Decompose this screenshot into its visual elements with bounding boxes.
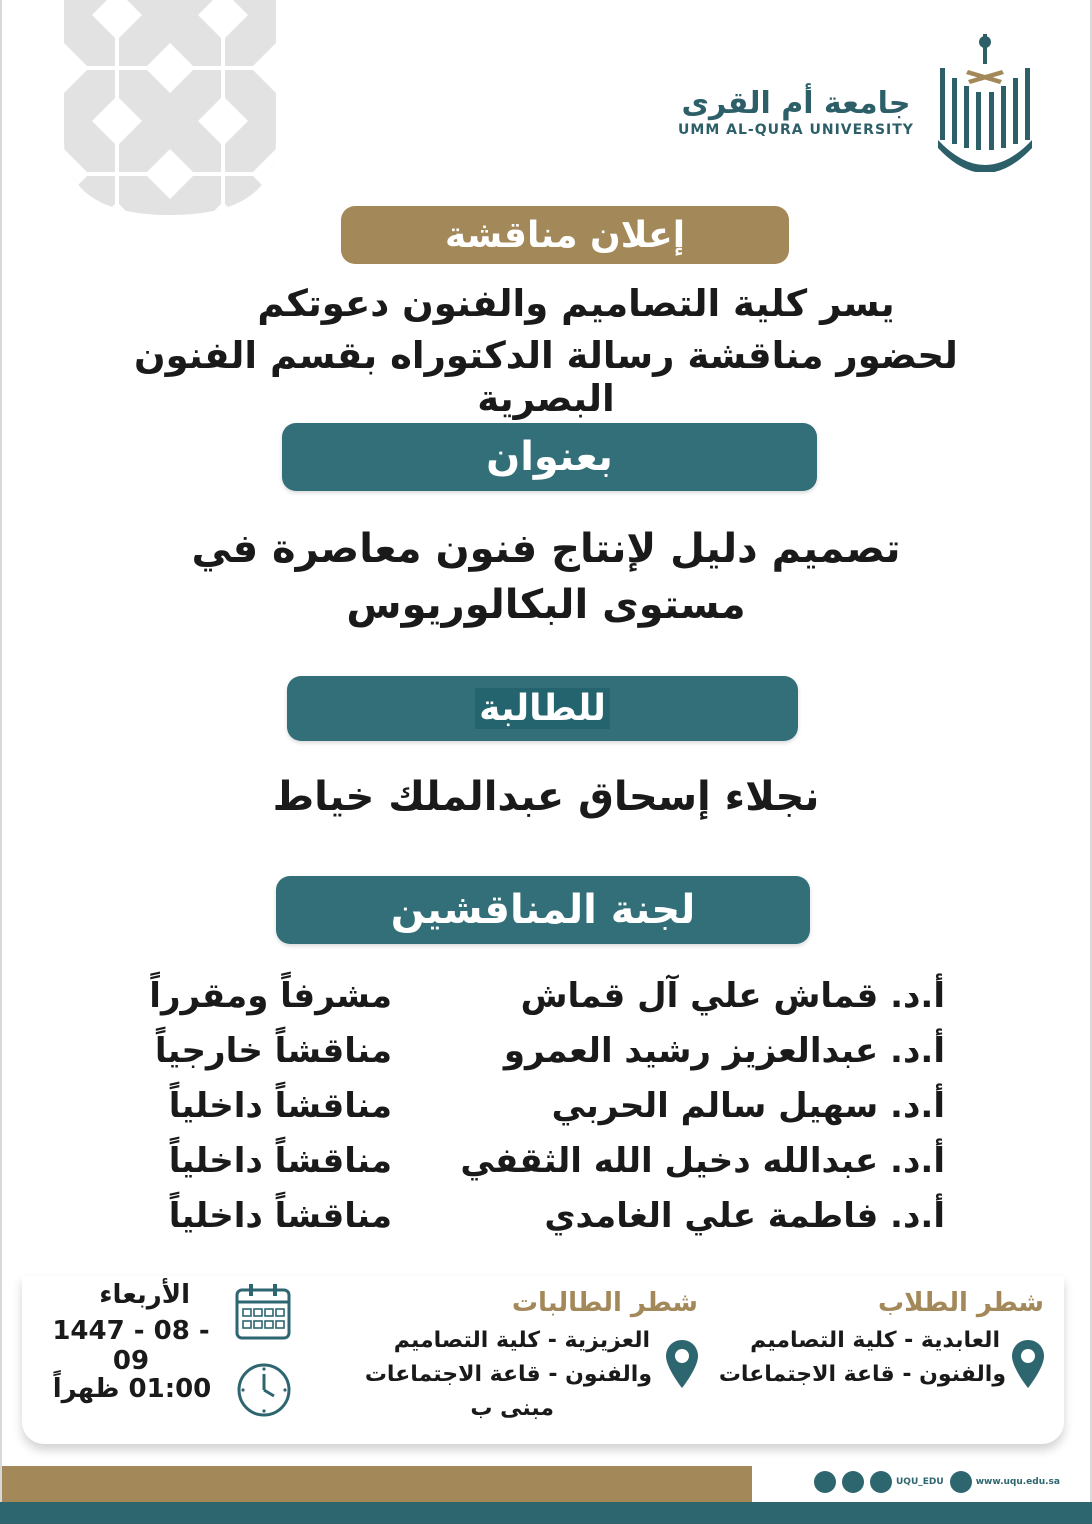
committee-member-name: أ.د. عبدالله دخيل الله الثقفي — [460, 1141, 945, 1181]
instagram-icon[interactable] — [842, 1471, 864, 1493]
event-date: 1447 - 08 - 09 — [52, 1316, 210, 1376]
calendar-icon — [234, 1282, 292, 1342]
male-venue-heading: شطر الطلاب — [878, 1288, 1044, 1318]
social-links — [808, 1470, 1060, 1494]
female-venue-heading: شطر الطالبات — [511, 1288, 698, 1318]
committee-member-role: مناقشاً خارجياً — [154, 1031, 392, 1071]
location-pin-icon — [664, 1338, 700, 1390]
footer-teal-bar — [0, 1502, 1092, 1524]
footer-gold-bar — [2, 1466, 752, 1502]
female-venue-line-2: والفنون - قاعة الاجتماعات — [364, 1362, 652, 1387]
logo-arabic-name: جامعة أم القرى — [681, 86, 911, 121]
committee-member-name: أ.د. فاطمة علي الغامدي — [544, 1196, 945, 1236]
website-icon[interactable] — [950, 1471, 972, 1493]
student-label-pill — [287, 676, 798, 741]
location-pin-icon — [1010, 1338, 1046, 1390]
thesis-title-line-1: تصميم دليل لإنتاج فنون معاصرة في — [191, 526, 901, 572]
committee-member-role: مناقشاً داخلياً — [168, 1196, 392, 1236]
female-venue-line-1: العزيزية - كلية التصاميم — [393, 1328, 650, 1353]
committee-member-role: مناقشاً داخلياً — [168, 1141, 392, 1181]
event-time: 01:00 ظهراً — [52, 1374, 212, 1404]
committee-member-name: أ.د. سهيل سالم الحربي — [551, 1086, 945, 1126]
male-venue-line-1: العابدية - كلية التصاميم — [750, 1328, 1000, 1353]
student-name: نجلاء إسحاق عبدالملك خياط — [272, 774, 820, 820]
clock-icon — [236, 1362, 292, 1418]
twitter-icon[interactable] — [814, 1471, 836, 1493]
social-handle: UQU_EDU — [896, 1477, 944, 1487]
website-url[interactable]: www.uqu.edu.sa — [975, 1477, 1060, 1487]
title-label: بعنوان — [282, 423, 817, 491]
male-venue-line-2: والفنون - قاعة الاجتماعات — [718, 1362, 1006, 1387]
university-logo-icon — [936, 30, 1034, 172]
thesis-title-line-2: مستوى البكالوريوس — [346, 582, 746, 628]
announcement-label: إعلان مناقشة — [341, 206, 789, 264]
decorative-pattern — [64, 0, 276, 215]
committee-member-name: أ.د. عبدالعزيز رشيد العمرو — [503, 1031, 945, 1071]
committee-member-role: مناقشاً داخلياً — [168, 1086, 392, 1126]
committee-member-role: مشرفاً ومقرراً — [149, 976, 392, 1016]
student-label: للطالبة — [475, 688, 610, 729]
logo-english-name: UMM AL-QURA UNIVERSITY — [678, 122, 914, 138]
committee-label: لجنة المناقشين — [276, 876, 810, 944]
snapchat-icon[interactable] — [870, 1471, 892, 1493]
female-venue-line-3: مبنى ب — [470, 1396, 554, 1421]
event-day: الأربعاء — [99, 1280, 190, 1310]
intro-line-1: يسر كلية التصاميم والفنون دعوتكم — [257, 282, 895, 325]
intro-line-2: لحضور مناقشة رسالة الدكتوراه بقسم الفنون البصرية — [134, 334, 958, 420]
committee-member-name: أ.د. قماش علي آل قماش — [520, 976, 945, 1016]
